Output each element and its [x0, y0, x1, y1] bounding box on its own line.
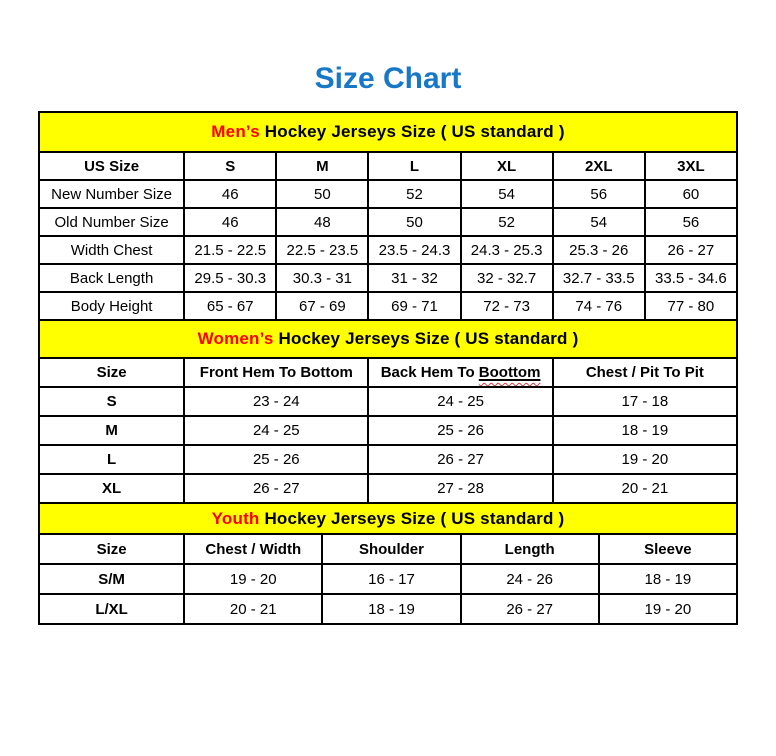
- row-label: S: [39, 387, 184, 416]
- table-row: [39, 180, 737, 208]
- column-header: XL: [461, 152, 553, 180]
- table-cell: 77 - 80: [645, 292, 737, 320]
- column-header: 2XL: [553, 152, 645, 180]
- youth-size-table: [38, 502, 738, 625]
- table-row: [39, 387, 737, 416]
- table-cell: 23.5 - 24.3: [368, 236, 460, 264]
- table-cell: 20 - 21: [184, 594, 322, 624]
- spellcheck-squiggle-word: Boottom: [478, 364, 541, 381]
- table-cell: 16 - 17: [322, 564, 460, 594]
- table-cell: 26 - 27: [368, 445, 552, 474]
- table-cell: 24 - 25: [368, 387, 552, 416]
- table-cell: 21.5 - 22.5: [184, 236, 276, 264]
- womens-size-table: [38, 319, 738, 504]
- size-chart-tables: [38, 111, 738, 625]
- table-cell: 24 - 25: [184, 416, 368, 445]
- table-cell: 30.3 - 31: [276, 264, 368, 292]
- section-title-rest: Hockey Jerseys Size ( US standard ): [259, 122, 565, 141]
- table-cell: 25.3 - 26: [553, 236, 645, 264]
- table-cell: 48: [276, 208, 368, 236]
- youth-column-header-row: [39, 534, 737, 564]
- column-header: S: [184, 152, 276, 180]
- table-cell: 65 - 67: [184, 292, 276, 320]
- row-label: L: [39, 445, 184, 474]
- mens-column-header-row: [39, 152, 737, 180]
- table-cell: 54: [461, 180, 553, 208]
- column-header: 3XL: [645, 152, 737, 180]
- table-cell: 56: [553, 180, 645, 208]
- section-title-accent: Women’s: [197, 329, 274, 348]
- table-cell: 60: [645, 180, 737, 208]
- row-label: Old Number Size: [39, 208, 184, 236]
- table-cell: 26 - 27: [184, 474, 368, 503]
- table-cell: 46: [184, 180, 276, 208]
- column-header: Size: [39, 358, 184, 387]
- section-title-accent: Youth: [211, 508, 260, 528]
- table-cell: 26 - 27: [645, 236, 737, 264]
- table-cell: 31 - 32: [368, 264, 460, 292]
- table-row: [39, 594, 737, 624]
- underlined-word: [479, 364, 541, 381]
- row-label: Width Chest: [39, 236, 184, 264]
- table-cell: 18 - 19: [553, 416, 737, 445]
- table-cell: 27 - 28: [368, 474, 552, 503]
- table-cell: 24.3 - 25.3: [461, 236, 553, 264]
- column-header: Front Hem To Bottom: [184, 358, 368, 387]
- table-row: [39, 236, 737, 264]
- table-cell: 26 - 27: [461, 594, 599, 624]
- table-cell: 46: [184, 208, 276, 236]
- column-header: Chest / Pit To Pit: [553, 358, 737, 387]
- youth-section-title: [39, 503, 737, 534]
- column-header: Sleeve: [599, 534, 737, 564]
- table-cell: 29.5 - 30.3: [184, 264, 276, 292]
- row-label: M: [39, 416, 184, 445]
- table-cell: 25 - 26: [184, 445, 368, 474]
- mens-section-header-row: [39, 112, 737, 152]
- youth-section-header-row: [39, 503, 737, 534]
- table-cell: 23 - 24: [184, 387, 368, 416]
- table-cell: 52: [368, 180, 460, 208]
- row-label: S/M: [39, 564, 184, 594]
- table-row: [39, 416, 737, 445]
- table-cell: 24 - 26: [461, 564, 599, 594]
- table-row: [39, 292, 737, 320]
- column-header: M: [276, 152, 368, 180]
- column-header: Length: [461, 534, 599, 564]
- table-cell: 50: [368, 208, 460, 236]
- column-header: Back Hem To Boottom: [368, 358, 552, 387]
- table-cell: 74 - 76: [553, 292, 645, 320]
- table-cell: 19 - 20: [599, 594, 737, 624]
- table-cell: 19 - 20: [553, 445, 737, 474]
- column-header: Size: [39, 534, 184, 564]
- table-cell: 32 - 32.7: [461, 264, 553, 292]
- table-row: [39, 474, 737, 503]
- table-cell: 17 - 18: [553, 387, 737, 416]
- mens-section-title: [39, 112, 737, 152]
- table-cell: 19 - 20: [184, 564, 322, 594]
- table-cell: 67 - 69: [276, 292, 368, 320]
- section-title-rest: Hockey Jerseys Size ( US standard ): [273, 329, 579, 348]
- column-header: US Size: [39, 152, 184, 180]
- table-row: [39, 564, 737, 594]
- womens-section-title: [39, 320, 737, 358]
- table-row: [39, 208, 737, 236]
- column-header: Chest / Width: [184, 534, 322, 564]
- table-cell: 18 - 19: [599, 564, 737, 594]
- table-cell: 33.5 - 34.6: [645, 264, 737, 292]
- table-cell: 69 - 71: [368, 292, 460, 320]
- column-header: Shoulder: [322, 534, 460, 564]
- table-cell: 18 - 19: [322, 594, 460, 624]
- row-label: Body Height: [39, 292, 184, 320]
- section-title-rest: Hockey Jerseys Size ( US standard ): [259, 508, 565, 528]
- womens-column-header-row: [39, 358, 737, 387]
- table-cell: 22.5 - 23.5: [276, 236, 368, 264]
- table-cell: 20 - 21: [553, 474, 737, 503]
- womens-section-header-row: [39, 320, 737, 358]
- section-title-accent: Men’s: [211, 122, 260, 141]
- row-label: XL: [39, 474, 184, 503]
- table-row: [39, 264, 737, 292]
- table-cell: 72 - 73: [461, 292, 553, 320]
- row-label: Back Length: [39, 264, 184, 292]
- table-cell: 56: [645, 208, 737, 236]
- mens-size-table: [38, 111, 738, 321]
- table-cell: 32.7 - 33.5: [553, 264, 645, 292]
- row-label: New Number Size: [39, 180, 184, 208]
- table-cell: 54: [553, 208, 645, 236]
- page-title: Size Chart: [314, 62, 462, 95]
- table-cell: 25 - 26: [368, 416, 552, 445]
- table-cell: 50: [276, 180, 368, 208]
- table-row: [39, 445, 737, 474]
- table-cell: 52: [461, 208, 553, 236]
- row-label: L/XL: [39, 594, 184, 624]
- column-header: L: [368, 152, 460, 180]
